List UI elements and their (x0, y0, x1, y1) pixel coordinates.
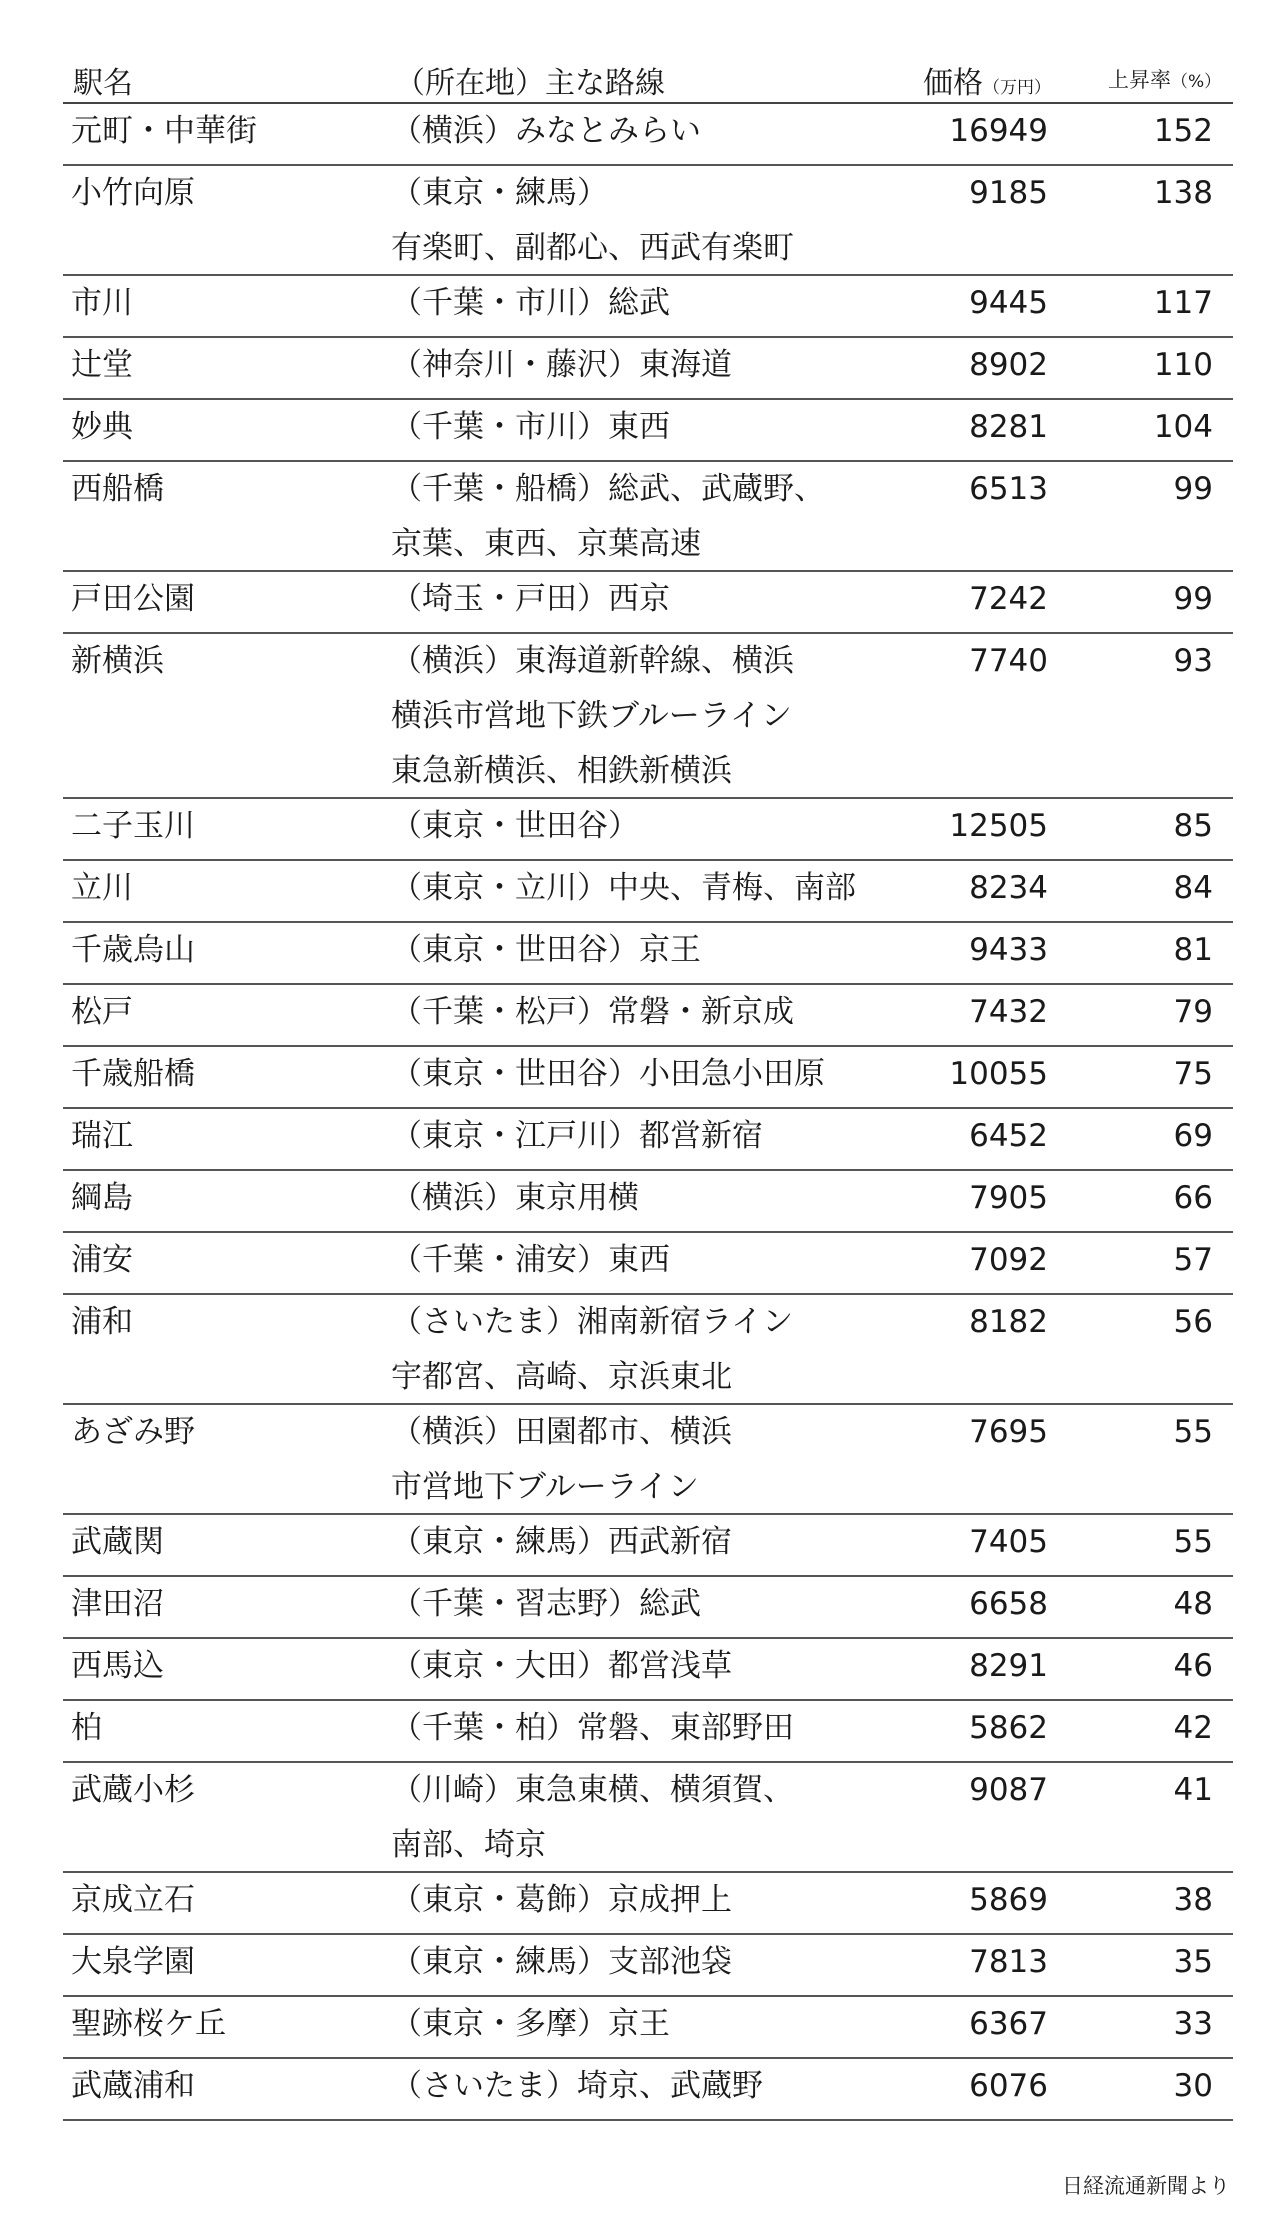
location-lines (391, 462, 825, 572)
table-row (63, 104, 1233, 166)
header-price (923, 58, 1051, 102)
station-name: 辻堂 (71, 347, 133, 383)
table-row (63, 1405, 1233, 1515)
header-rate (1108, 64, 1221, 94)
station-name: 戸田公園 (71, 581, 195, 617)
station-name: 京成立石 (71, 1882, 195, 1918)
station-name: 津田沼 (71, 1586, 164, 1622)
table-row (63, 861, 1233, 923)
rate-value: 38 (1173, 1882, 1213, 1918)
rate-value: 41 (1173, 1772, 1213, 1808)
station-name: 西船橋 (71, 471, 164, 507)
price-value: 7092 (969, 1242, 1048, 1278)
location-lines (391, 923, 701, 978)
table-row (63, 634, 1233, 799)
table-row (63, 338, 1233, 400)
line-text: （東京・江戸川）都営新宿 (391, 1118, 763, 1154)
price-value: 7405 (969, 1524, 1048, 1560)
location-lines (391, 1997, 670, 2052)
table-row (63, 166, 1233, 276)
line-text: 市営地下ブルーライン (391, 1469, 699, 1505)
line-text: （横浜）東海道新幹線、横浜 (391, 643, 794, 679)
table-row (63, 572, 1233, 634)
rate-value: 79 (1173, 994, 1213, 1030)
rate-value: 69 (1173, 1118, 1213, 1154)
table-row (63, 1515, 1233, 1577)
rate-value: 66 (1173, 1180, 1213, 1216)
rate-value: 81 (1173, 932, 1213, 968)
line-text: （川崎）東急東横、横須賀、 (391, 1772, 794, 1808)
price-value: 8182 (969, 1304, 1048, 1340)
table-row (63, 1763, 1233, 1873)
location-lines (391, 338, 732, 393)
station-name: 二子玉川 (71, 808, 195, 844)
rate-value: 35 (1173, 1944, 1213, 1980)
station-name: 柏 (71, 1710, 102, 1746)
location-lines (391, 104, 701, 159)
price-value: 7740 (969, 643, 1048, 679)
price-value: 7905 (969, 1180, 1048, 1216)
location-lines (391, 1763, 794, 1873)
rate-value: 33 (1173, 2006, 1213, 2042)
table-row (63, 462, 1233, 572)
table-row (63, 1577, 1233, 1639)
line-text: （東京・立川）中央、青梅、南部 (391, 870, 856, 906)
price-value: 16949 (949, 113, 1048, 149)
table-row (63, 1233, 1233, 1295)
line-text: 東急新横浜、相鉄新横浜 (391, 753, 732, 789)
rate-value: 55 (1173, 1414, 1213, 1450)
location-lines (391, 1405, 732, 1515)
station-name: 千歳船橋 (71, 1056, 195, 1092)
price-value: 6076 (969, 2068, 1048, 2104)
rate-value: 93 (1173, 643, 1213, 679)
station-name: 瑞江 (71, 1118, 133, 1154)
station-name: 小竹向原 (71, 175, 195, 211)
line-text: （千葉・市川）東西 (391, 409, 670, 445)
line-text: 南部、埼京 (391, 1827, 546, 1863)
line-text: （東京・世田谷）小田急小田原 (391, 1056, 825, 1092)
table-row (63, 1639, 1233, 1701)
table-row (63, 1295, 1233, 1405)
header-station: 駅名 (73, 66, 133, 101)
station-name: 市川 (71, 285, 133, 321)
station-name: 西馬込 (71, 1648, 164, 1684)
line-text: （東京・世田谷）京王 (391, 932, 701, 968)
header-price-label: 価格 (923, 66, 983, 101)
station-name: 綱島 (71, 1180, 133, 1216)
table-body (63, 104, 1233, 2121)
price-value: 9185 (969, 175, 1048, 211)
table-row (63, 276, 1233, 338)
rate-value: 99 (1173, 581, 1213, 617)
station-name: 元町・中華街 (71, 113, 257, 149)
station-name: 浦安 (71, 1242, 133, 1278)
location-lines (391, 1109, 763, 1164)
line-text: （千葉・柏）常磐、東部野田 (391, 1710, 794, 1746)
price-value: 7695 (969, 1414, 1048, 1450)
price-value: 5869 (969, 1882, 1048, 1918)
location-lines (391, 1047, 825, 1102)
location-lines (391, 799, 639, 854)
source-note: 日経流通新聞より (1062, 2174, 1230, 2198)
line-text: （横浜）東京用横 (391, 1180, 639, 1216)
line-text: （千葉・市川）総武 (391, 285, 670, 321)
line-text: （横浜）田園都市、横浜 (391, 1414, 732, 1450)
line-text: （東京・多摩）京王 (391, 2006, 670, 2042)
table-row (63, 2059, 1233, 2121)
rate-value: 84 (1173, 870, 1213, 906)
location-lines (391, 1515, 732, 1570)
location-lines (391, 1233, 670, 1288)
station-name: あざみ野 (71, 1414, 195, 1450)
rate-value: 75 (1173, 1056, 1213, 1092)
price-value: 12505 (949, 808, 1048, 844)
rate-value: 48 (1173, 1586, 1213, 1622)
table-row (63, 1047, 1233, 1109)
table-row (63, 985, 1233, 1047)
rate-value: 99 (1173, 471, 1213, 507)
line-text: （さいたま）埼京、武蔵野 (391, 2068, 763, 2104)
location-lines (391, 861, 856, 916)
line-text: 宇都宮、高崎、京浜東北 (391, 1359, 732, 1395)
rate-value: 56 (1173, 1304, 1213, 1340)
location-lines (391, 276, 670, 331)
station-name: 浦和 (71, 1304, 133, 1340)
rate-value: 110 (1153, 347, 1213, 383)
rate-value: 104 (1153, 409, 1213, 445)
line-text: （東京・練馬）西武新宿 (391, 1524, 732, 1560)
rate-value: 85 (1173, 808, 1213, 844)
location-lines (391, 985, 794, 1040)
rate-value: 138 (1153, 175, 1213, 211)
location-lines (391, 1171, 639, 1226)
location-lines (391, 1873, 732, 1928)
station-name: 立川 (71, 870, 133, 906)
price-value: 9433 (969, 932, 1048, 968)
station-name: 大泉学園 (71, 1944, 195, 1980)
location-lines (391, 572, 670, 627)
rate-value: 152 (1153, 113, 1213, 149)
rate-value: 42 (1173, 1710, 1213, 1746)
price-value: 8902 (969, 347, 1048, 383)
location-lines (391, 1701, 794, 1756)
station-name: 武蔵小杉 (71, 1772, 195, 1808)
line-text: （埼玉・戸田）西京 (391, 581, 670, 617)
price-value: 9445 (969, 285, 1048, 321)
line-text: 横浜市営地下鉄ブルーライン (391, 698, 792, 734)
location-lines (391, 2059, 763, 2114)
table-row (63, 1701, 1233, 1763)
line-text: （東京・練馬） (391, 175, 608, 211)
station-price-table (63, 40, 1233, 2121)
rate-value: 30 (1173, 2068, 1213, 2104)
header-location-lines: （所在地）主な路線 (395, 66, 665, 101)
line-text: （神奈川・藤沢）東海道 (391, 347, 732, 383)
location-lines (391, 166, 794, 276)
line-text: （千葉・松戸）常磐・新京成 (391, 994, 794, 1030)
price-value: 7432 (969, 994, 1048, 1030)
table-row (63, 400, 1233, 462)
line-text: 有楽町、副都心、西武有楽町 (391, 230, 794, 266)
rate-value: 46 (1173, 1648, 1213, 1684)
price-value: 10055 (949, 1056, 1048, 1092)
table-row (63, 1935, 1233, 1997)
line-text: （東京・葛飾）京成押上 (391, 1882, 732, 1918)
line-text: 京葉、東西、京葉高速 (391, 526, 701, 562)
table-row (63, 1171, 1233, 1233)
line-text: （東京・練馬）支部池袋 (391, 1944, 732, 1980)
line-text: （千葉・浦安）東西 (391, 1242, 670, 1278)
price-value: 8291 (969, 1648, 1048, 1684)
price-value: 6452 (969, 1118, 1048, 1154)
line-text: （千葉・習志野）総武 (391, 1586, 701, 1622)
location-lines (391, 400, 670, 455)
line-text: （さいたま）湘南新宿ライン (391, 1304, 794, 1340)
table-row (63, 1109, 1233, 1171)
price-value: 6513 (969, 471, 1048, 507)
table-row (63, 799, 1233, 861)
line-text: （横浜）みなとみらい (391, 113, 701, 149)
location-lines (391, 634, 794, 799)
line-text: （東京・世田谷） (391, 808, 639, 844)
price-value: 7242 (969, 581, 1048, 617)
station-name: 聖跡桜ケ丘 (71, 2006, 226, 2042)
station-name: 武蔵関 (71, 1524, 164, 1560)
station-name: 松戸 (71, 994, 133, 1030)
station-name: 妙典 (71, 409, 133, 445)
location-lines (391, 1295, 793, 1405)
table-row (63, 1997, 1233, 2059)
location-lines (391, 1639, 732, 1694)
table-header (63, 40, 1233, 104)
line-text: （千葉・船橋）総武、武蔵野、 (391, 471, 825, 507)
price-value: 6658 (969, 1586, 1048, 1622)
station-name: 新横浜 (71, 643, 164, 679)
price-value: 7813 (969, 1944, 1048, 1980)
line-text: （東京・大田）都営浅草 (391, 1648, 732, 1684)
table-row (63, 1873, 1233, 1935)
price-value: 5862 (969, 1710, 1048, 1746)
station-name: 千歳烏山 (71, 932, 195, 968)
header-price-unit: （万円） (983, 78, 1051, 98)
rate-value: 55 (1173, 1524, 1213, 1560)
price-value: 6367 (969, 2006, 1048, 2042)
table-row (63, 923, 1233, 985)
rate-value: 57 (1173, 1242, 1213, 1278)
rate-value: 117 (1153, 285, 1213, 321)
station-name: 武蔵浦和 (71, 2068, 195, 2104)
header-rate-unit: （%） (1171, 72, 1222, 92)
price-value: 9087 (969, 1772, 1048, 1808)
price-value: 8281 (969, 409, 1048, 445)
header-rate-label: 上昇率 (1108, 68, 1171, 92)
location-lines (391, 1577, 701, 1632)
location-lines (391, 1935, 732, 1990)
price-value: 8234 (969, 870, 1048, 906)
